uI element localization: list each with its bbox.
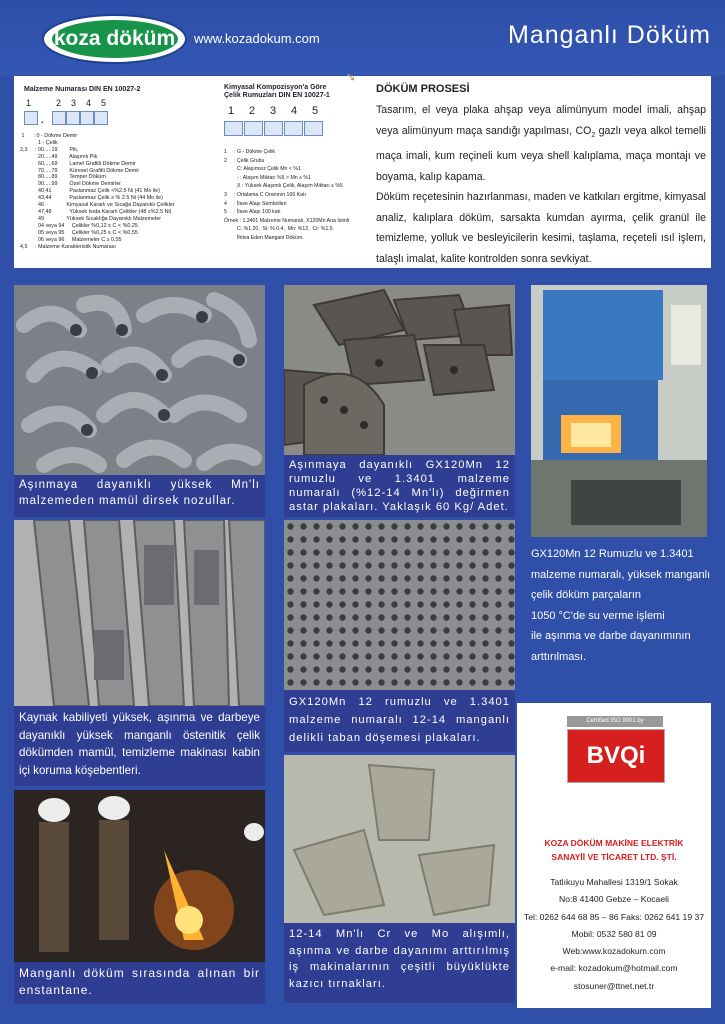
din-10027-2-title: Malzeme Numarası DIN EN 10027-2 bbox=[24, 86, 141, 93]
furnace-line: ile aşınma ve darbe dayanımının bbox=[531, 630, 691, 642]
photo-liner-plates bbox=[284, 285, 515, 455]
digit-label: 1 bbox=[26, 98, 32, 108]
digit-separator: . bbox=[41, 115, 44, 125]
digit-label: 1 bbox=[228, 105, 235, 117]
digit-box bbox=[304, 121, 323, 136]
corner-profiles-image bbox=[14, 520, 265, 706]
digit-box bbox=[94, 111, 108, 125]
process-text-1: Tasarım, el veya plaka ahşap veya alimünyum model imali, ahşap veya alimünyum maça sandığı yapılması, CO bbox=[376, 104, 706, 137]
address-line: Tatlıkuyu Mahallesi 1319/1 Sokak bbox=[550, 877, 678, 887]
title-line: Kimyasal Kompozisyon'a Göre bbox=[224, 84, 327, 91]
furnace-description bbox=[531, 544, 711, 667]
page-title: Manganlı Döküm bbox=[508, 21, 711, 49]
email-address[interactable]: e-mail: kozadokum@hotmail.com bbox=[550, 963, 678, 974]
digit-box bbox=[80, 111, 94, 125]
din-code-list: 1 : 0 - Dökme Demir 1 - Çelik 2,3 : 00.....19 Pik, 20.....49 Alaşımlı Pik 60.....69 Lamel Grafitli Dökme Demir 70.....79 Küresel Grafitli Dökme Demir 80.....89 Temper Döküm 90.....99 Özel Dökme Demirler 40,41 Paslanmaz Çelik <%2.5 Ni (41 Mo ile) 43,44 Paslanmaz Çelik ≥ % 2.5 Ni (44 Mo ile) 46 Kimyasal Kararlı ve Sıcağa Dayanıklı Çelikler 47,48 Yüksek Isıda Kararlı Çelikler (48 ≥%2.5 Ni) 49 Yüksek Sıcaklığa Dayanıklı Malzemeler 04 veya 94 Çelikler %0,12 ≤ C < %0,25 05 veya 95 Çelikler %0,25 ≤ C < %0,55 06 veya 96 Malzemeler C ≥ 0,55 4,5 : Malzeme Karakteristik Numarası bbox=[20, 133, 175, 250]
digit-label: 2 bbox=[249, 105, 256, 117]
mobile-phone: Mobil: 0532 580 81 09 bbox=[571, 928, 657, 939]
logo-text: koza döküm bbox=[52, 20, 178, 58]
furnace-line: GX120Mn 12 Rumuzlu ve 1.3401 bbox=[531, 548, 694, 560]
title-line: Çelik Rumuzları DIN EN 10027-1 bbox=[224, 92, 330, 99]
web-address[interactable]: Web:www.kozadokum.com bbox=[562, 946, 666, 957]
photo-casting-moment bbox=[14, 790, 265, 962]
phone-fax: Tel: 0262 644 68 85 – 86 Faks: 0262 641 19 37 bbox=[523, 911, 705, 922]
digit-label: 2 bbox=[56, 98, 62, 108]
company-name-line: KOZA DÖKÜM MAKİNE ELEKTRİK bbox=[544, 838, 684, 848]
furnace-line: 1050 °C'de su verme işlemi bbox=[531, 609, 665, 622]
process-title: DÖKÜM PROSESİ bbox=[376, 83, 470, 95]
din-10027-1-title bbox=[224, 84, 330, 100]
digit-box bbox=[244, 121, 263, 136]
caption-casting-moment: Manganlı döküm sırasında alınan bir enstantane. bbox=[14, 962, 265, 1004]
website-link[interactable]: www.kozadokum.com bbox=[194, 31, 320, 46]
chem-code-list: 1 : G - Dökme Çelik 2 : Çelik Grubu C: Alaşımsız Çelik Mn < %1 - : Alaşım Miktarı %5 > Mn ≥ %1 X : Yüksek Alaşımlı Çelik, Alaşım Miktarı ≥ %5 3 : Ortalama C Oranının 100 Katı 4 : İlave Alaşı Sembolleri 5 : İlave Alaşı 100 katı Örnek : 1.3401 Malzeme Numaralı, X120Mn Ana İsimli C: %1.20, Si: % 0.4, Mn: %12, Cr: %1.5 İhtiva Eden Mangani Döküm. bbox=[224, 149, 350, 241]
caption-corner-profiles: Kaynak kabiliyeti yüksek, aşınma ve darbeye dayanıklı yüksek manganlı östenitik çelik dökümden mamül, temizleme makinası kabin içi koruma köşebentleri. bbox=[14, 706, 265, 786]
casting-image bbox=[14, 790, 265, 962]
digit-box bbox=[224, 121, 243, 136]
caption-liner-plates: Aşınmaya dayanıklı GX120Mn 12 rumuzlu ve 1.3401 malzeme numaralı (%12-14 Mn'lı) değirmen astar plakaları. Yaklaşık 60 Kg/ Adet. bbox=[284, 455, 515, 517]
caption-perforated-plates: GX120Mn 12 rumuzlu ve 1.3401 malzeme numaralı 12-14 manganlı delikli taban döşemesi plakaları. bbox=[284, 690, 515, 752]
digit-label: 4 bbox=[86, 98, 92, 108]
address-line: No:8 41400 Gebze – Kocaeli bbox=[559, 894, 669, 905]
caption-elbow-nozzles: Aşınmaya dayanıklı yüksek Mn'lı malzemeden mamül dirsek nozullar. bbox=[14, 475, 265, 517]
digit-label: 4 bbox=[291, 105, 298, 117]
process-text bbox=[376, 100, 706, 269]
email-address-2[interactable]: stosuner@ttnet.net.tr bbox=[573, 980, 655, 991]
company-logo[interactable] bbox=[42, 14, 187, 64]
photo-excavator-teeth bbox=[284, 755, 515, 923]
caption-excavator-teeth: 12-14 Mn'lı Cr ve Mo alışımlı, aşınma ve darbe dayanımı arttırılmış iş makinalarının çeşitli büyüklükte kazıcı tırnakları. bbox=[284, 923, 515, 1003]
digit-box bbox=[66, 111, 80, 125]
digit-label: 3 bbox=[270, 105, 277, 117]
digit-label: 3 bbox=[71, 98, 77, 108]
arrow-icon: ➘ bbox=[346, 70, 357, 84]
photo-corner-profiles bbox=[14, 520, 265, 706]
info-panel bbox=[14, 70, 711, 268]
perforated-plates-image bbox=[284, 520, 515, 690]
photo-elbow-nozzles bbox=[14, 285, 265, 475]
furnace-line: çelik döküm parçaların bbox=[531, 589, 642, 601]
co2-subscript: 2 bbox=[591, 131, 596, 139]
digit-box bbox=[24, 111, 38, 125]
company-name bbox=[524, 836, 704, 864]
photo-furnace bbox=[531, 285, 707, 537]
digit-label: 5 bbox=[312, 105, 319, 117]
bvqi-logo: BVQi bbox=[567, 729, 665, 783]
process-text-2: gazlı veya alkol temelli maça imali, kum reçineli kum veya shell kalıplama, maça montajı ve boyama, kalıp kapama. bbox=[376, 124, 706, 183]
elbow-nozzles-image bbox=[14, 285, 265, 475]
digit-box bbox=[284, 121, 303, 136]
furnace-line: arttırılması. bbox=[531, 650, 587, 663]
furnace-line: malzeme numaralı, yüksek manganlı bbox=[531, 568, 711, 581]
company-name-line: SANAYİİ VE TİCARET LTD. ŞTİ. bbox=[551, 852, 677, 862]
contact-details bbox=[520, 874, 708, 995]
furnace-image bbox=[531, 285, 707, 537]
photo-perforated-plates bbox=[284, 520, 515, 690]
iso-certificate-label: Certified ISO 9001 by bbox=[567, 716, 663, 727]
digit-box bbox=[52, 111, 66, 125]
process-paragraph-2: Döküm reçetesinin hazırlanması, maden ve katkıları ergitme, kimyasal analiz, kalıplara döküm, sarsakta kumdan ayırma, çelik granül ile temizleme, yolluk ve besleyicilerin kesimi, taşlama, reçeteli ısıl işlem, talaşlı imalat, kalite kontrolden sonra sevkiyat. bbox=[376, 191, 706, 265]
liner-plates-image bbox=[284, 285, 515, 455]
digit-box bbox=[264, 121, 283, 136]
excavator-teeth-image bbox=[284, 755, 515, 923]
digit-label: 5 bbox=[101, 98, 107, 108]
